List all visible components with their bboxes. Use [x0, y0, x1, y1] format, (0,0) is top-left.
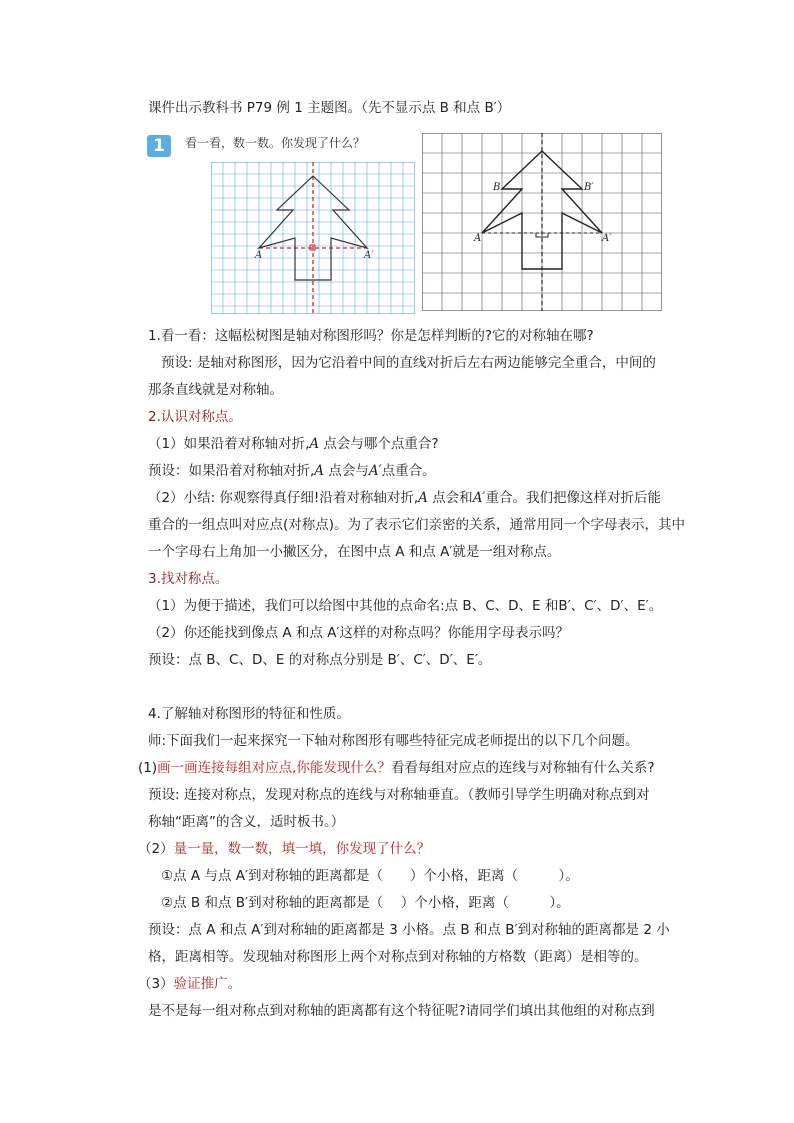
right-label-b-prime: B′ — [584, 182, 594, 193]
sec1-question: 1.看一看：这幅松树图是轴对称图形吗？你是怎样判断的?它的对称轴在哪? — [148, 328, 594, 344]
sec4-p1-rest: 看看每组对应点的连线与对称轴有什么关系? — [390, 760, 655, 776]
sec4-title: 4.了解轴对称图形的特征和性质。 — [148, 706, 350, 722]
sec4-part2-answer-2: 格，距离相等。发现轴对称图形上两个对称点到对称轴的方格数（距离）是相等的。 — [148, 949, 648, 965]
sec4-part2-answer-1: 预设：点 A 和点 A′到对称轴的距离都是 3 小格。点 B 和点 B′到对称轴的距离都是 2 小 — [148, 922, 670, 938]
sec4-p3-number: （3） — [138, 976, 174, 992]
sec1-answer-1: 预设: 是轴对称图形，因为它沿着中间的直线对折后左右两边能够完全重合，中间的 — [161, 355, 656, 371]
sec2-title: 2.认识对称点。 — [148, 409, 242, 425]
sec2-q1-post: 点会与哪个点重合? — [319, 436, 439, 452]
sec2-a1-pre: 预设：如果沿着对称轴对折, — [148, 463, 315, 479]
sec4-part1-answer-2: 称轴“距离”的含义，适时板书。） — [148, 814, 345, 830]
sec2-answer-1 — [148, 461, 436, 481]
right-grid-lines — [422, 133, 662, 311]
sec4-part1-answer-1: 预设: 连接对称点，发现对称点的连线与对称轴垂直。（教师引导学生明确对称点到对 — [148, 787, 650, 803]
sec4-p2-number: （2） — [138, 841, 174, 857]
sec2-a1-point-a-prime: A′ — [368, 463, 382, 479]
right-grid-figure — [422, 133, 662, 311]
example-badge: 1 — [147, 135, 171, 157]
sec2-question-1 — [148, 434, 439, 454]
sec4-p3-red: 验证推广。 — [173, 976, 242, 992]
sec2-s-post: 重合。我们把像这样对折后能 — [485, 490, 662, 506]
right-label-a: A — [474, 233, 482, 244]
sec4-part3-text: 是不是每一组对称点到对称轴的距离都有这个特征呢?请同学们填出其他组的对称点到 — [148, 1003, 655, 1019]
sec2-s-point-a: A — [418, 490, 428, 506]
sec4-part2-item-1: ①点 A 与点 A′到对称轴的距离都是（ ）个小格，距离（ ）。 — [161, 868, 579, 884]
right-label-a-prime: A′ — [602, 233, 612, 244]
sec4-part2-question — [138, 839, 430, 859]
intro-text: 课件出示教科书 P79 例 1 主题图。（先不显示点 B 和点 B′） — [148, 100, 511, 116]
left-label-a-prime: A′ — [364, 250, 374, 261]
sec2-s-pre: （2）小结: 你观察得真仔细!沿着对称轴对折, — [148, 490, 419, 506]
sec2-q1-pre: （1）如果沿着对称轴对折, — [148, 436, 310, 452]
sec2-summary-1 — [148, 488, 661, 508]
sec3-title: 3.找对称点。 — [148, 571, 229, 587]
sec2-a1-point-a: A — [314, 463, 325, 479]
left-grid-figure — [211, 162, 415, 314]
sec4-p1-red: 画一画连接每组对应点,你能发现什么？ — [157, 760, 391, 776]
sec3-question-2: （2）你还能找到像点 A 和点 A′这样的对称点吗？你能用字母表示吗？ — [148, 625, 569, 641]
sec4-p1-number: (1) — [138, 760, 158, 776]
sec2-s-point-a-prime: A′ — [472, 490, 486, 506]
left-label-a: A — [255, 250, 263, 261]
sec2-q1-point-a: A — [309, 436, 320, 452]
sec2-a1-post: 点重合。 — [381, 463, 436, 479]
sec3-question-1: （1）为便于描述，我们可以给图中其他的点命名:点 B、C、D、E 和B′、C′、D′、E′。 — [148, 598, 663, 614]
sec4-part2-item-2: ②点 B 和点 B′到对称轴的距离都是（ ）个小格，距离（ ）。 — [161, 895, 570, 911]
sec3-answer: 预设：点 B、C、D、E 的对称点分别是 B′、C′、D′、E′。 — [148, 652, 492, 668]
sec2-a1-mid: 点会与 — [324, 463, 369, 479]
sec4-teacher-line: 师:下面我们一起来探究一下轴对称图形有哪些特征完成老师提出的以下几个问题。 — [148, 733, 639, 749]
sec4-p2-red: 量一量，数一数，填一填，你发现了什么？ — [173, 841, 431, 857]
sec2-summary-3: 一个字母右上角加一小撇区分，在图中点 A 和点 A′就是一组对称点。 — [148, 544, 561, 560]
figure-prompt: 看一看，数一数。你发现了什么？ — [185, 136, 366, 150]
sec4-part1-question — [138, 758, 655, 778]
sec1-answer-2: 那条直线就是对称轴。 — [148, 382, 283, 398]
sec4-part3-title — [138, 974, 241, 994]
right-label-b: B — [493, 182, 501, 193]
sec2-summary-2: 重合的一组点叫对应点(对称点)。为了表示它们亲密的关系，通常用同一个字母表示，其中 — [148, 517, 686, 533]
sec2-s-mid: 点会和 — [427, 490, 473, 506]
